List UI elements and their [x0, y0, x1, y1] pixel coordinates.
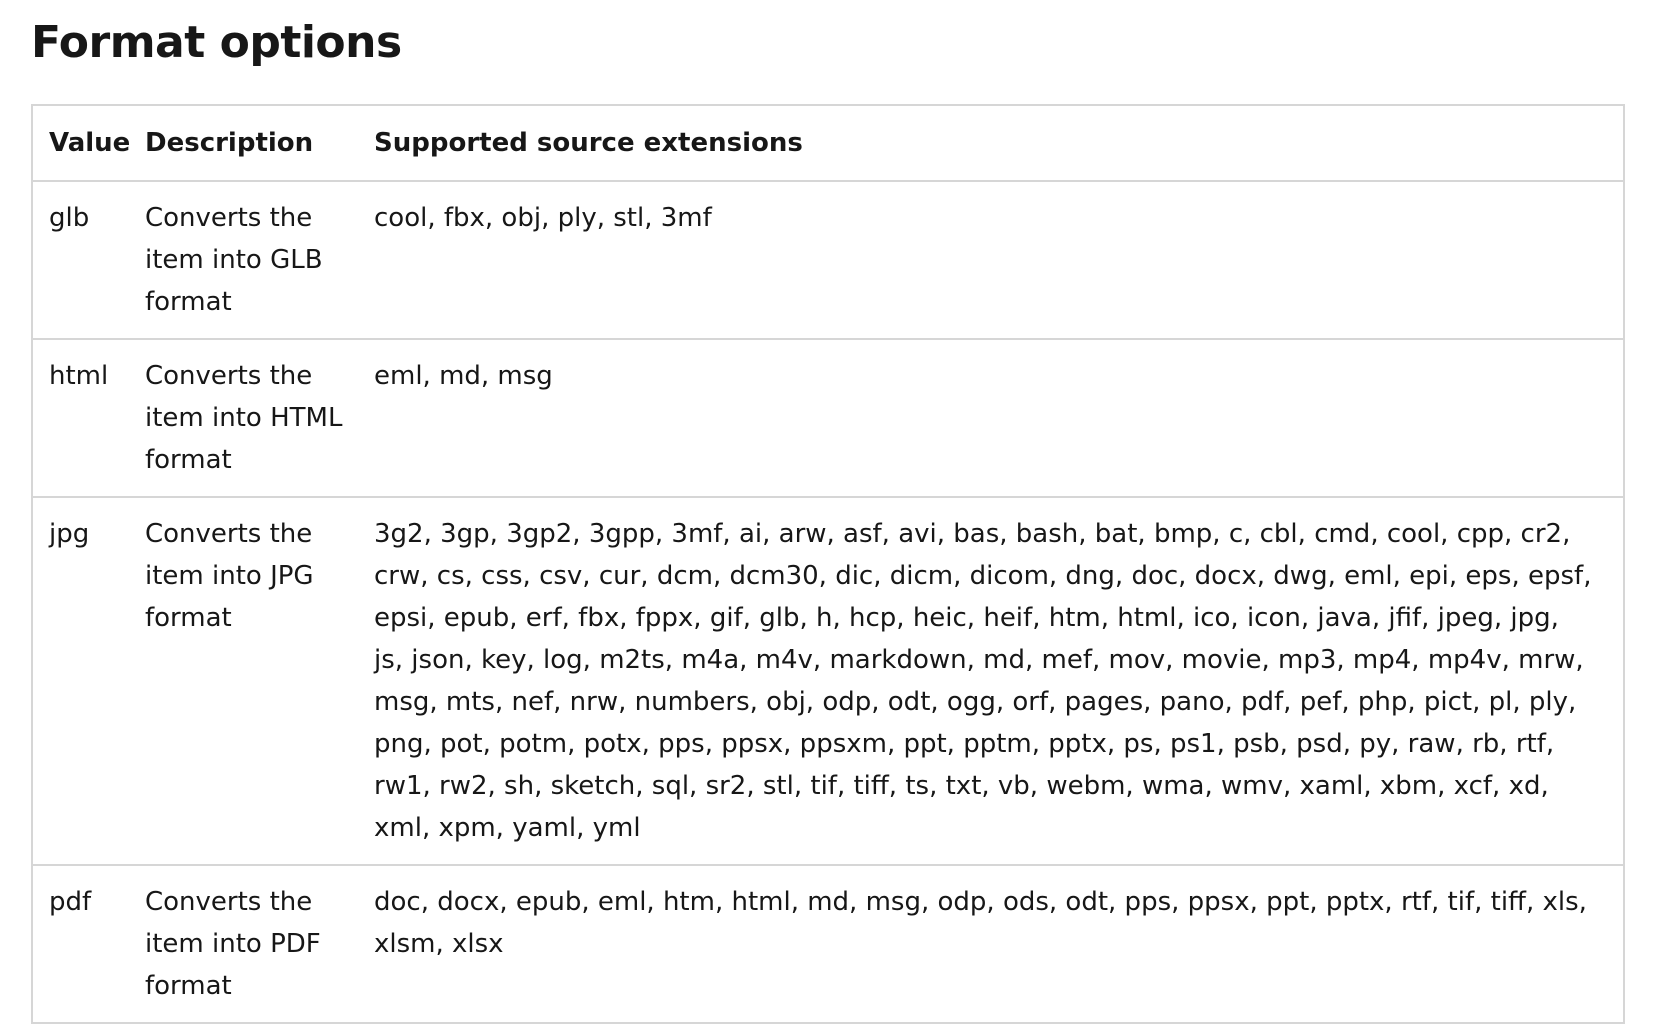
table-body	[33, 181, 1623, 1022]
column-header-description: Description	[145, 128, 314, 158]
cell-value: jpg	[49, 519, 90, 549]
table-row	[33, 339, 1623, 497]
cell-extensions: 3g2, 3gp, 3gp2, 3gpp, 3mf, ai, arw, asf, avi, bas, bash, bat, bmp, c, cbl, cmd, cool, cpp, cr2, crw, cs, css, csv, cur, dcm, dcm30, dic, dicm, dicom, dng, doc, docx, dwg, eml, epi, eps, epsf, epsi, epub, erf, fbx, fppx, gif, glb, h, hcp, heic, heif, htm, html, ico, icon, java, jfif, jpeg, jpg, js, json, key, log, m2ts, m4a, m4v, markdown, md, mef, mov, movie, mp3, mp4, mp4v, mrw, msg, mts, nef, nrw, numbers, obj, odp, odt, ogg, orf, pages, pano, pdf, pef, php, pict, pl, ply, png, pot, potm, potx, pps, ppsx, ppsxm, ppt, pptm, pptx, ps, ps1, psb, psd, py, raw, rb, rtf, rw1, rw2, sh, sketch, sql, sr2, stl, tif, tiff, ts, txt, vb, webm, wma, wmv, xaml, xbm, xcf, xd, xml, xpm, yaml, yml	[374, 519, 1592, 843]
cell-description: Converts the item into JPG format	[145, 519, 314, 633]
table-row	[33, 181, 1623, 339]
cell-value: html	[49, 361, 109, 391]
cell-description: Converts the item into HTML format	[145, 361, 343, 475]
cell-extensions: cool, fbx, obj, ply, stl, 3mf	[374, 203, 712, 233]
table-header	[33, 106, 1623, 181]
column-header-value: Value	[49, 128, 131, 158]
format-options-table	[33, 106, 1623, 1022]
cell-extensions: eml, md, msg	[374, 361, 553, 391]
column-header-extensions: Supported source extensions	[374, 128, 803, 158]
table-row	[33, 865, 1623, 1022]
page-title: Format options	[31, 17, 402, 68]
cell-description: Converts the item into GLB format	[145, 203, 323, 317]
format-options-table-container	[31, 104, 1625, 1024]
cell-description: Converts the item into PDF format	[145, 887, 321, 1001]
table-row	[33, 497, 1623, 865]
table-header-row	[33, 106, 1623, 181]
cell-value: glb	[49, 203, 90, 233]
cell-value: pdf	[49, 887, 92, 917]
cell-extensions: doc, docx, epub, eml, htm, html, md, msg, odp, ods, odt, pps, ppsx, ppt, pptx, rtf, tif, tiff, xls, xlsm, xlsx	[374, 887, 1587, 959]
